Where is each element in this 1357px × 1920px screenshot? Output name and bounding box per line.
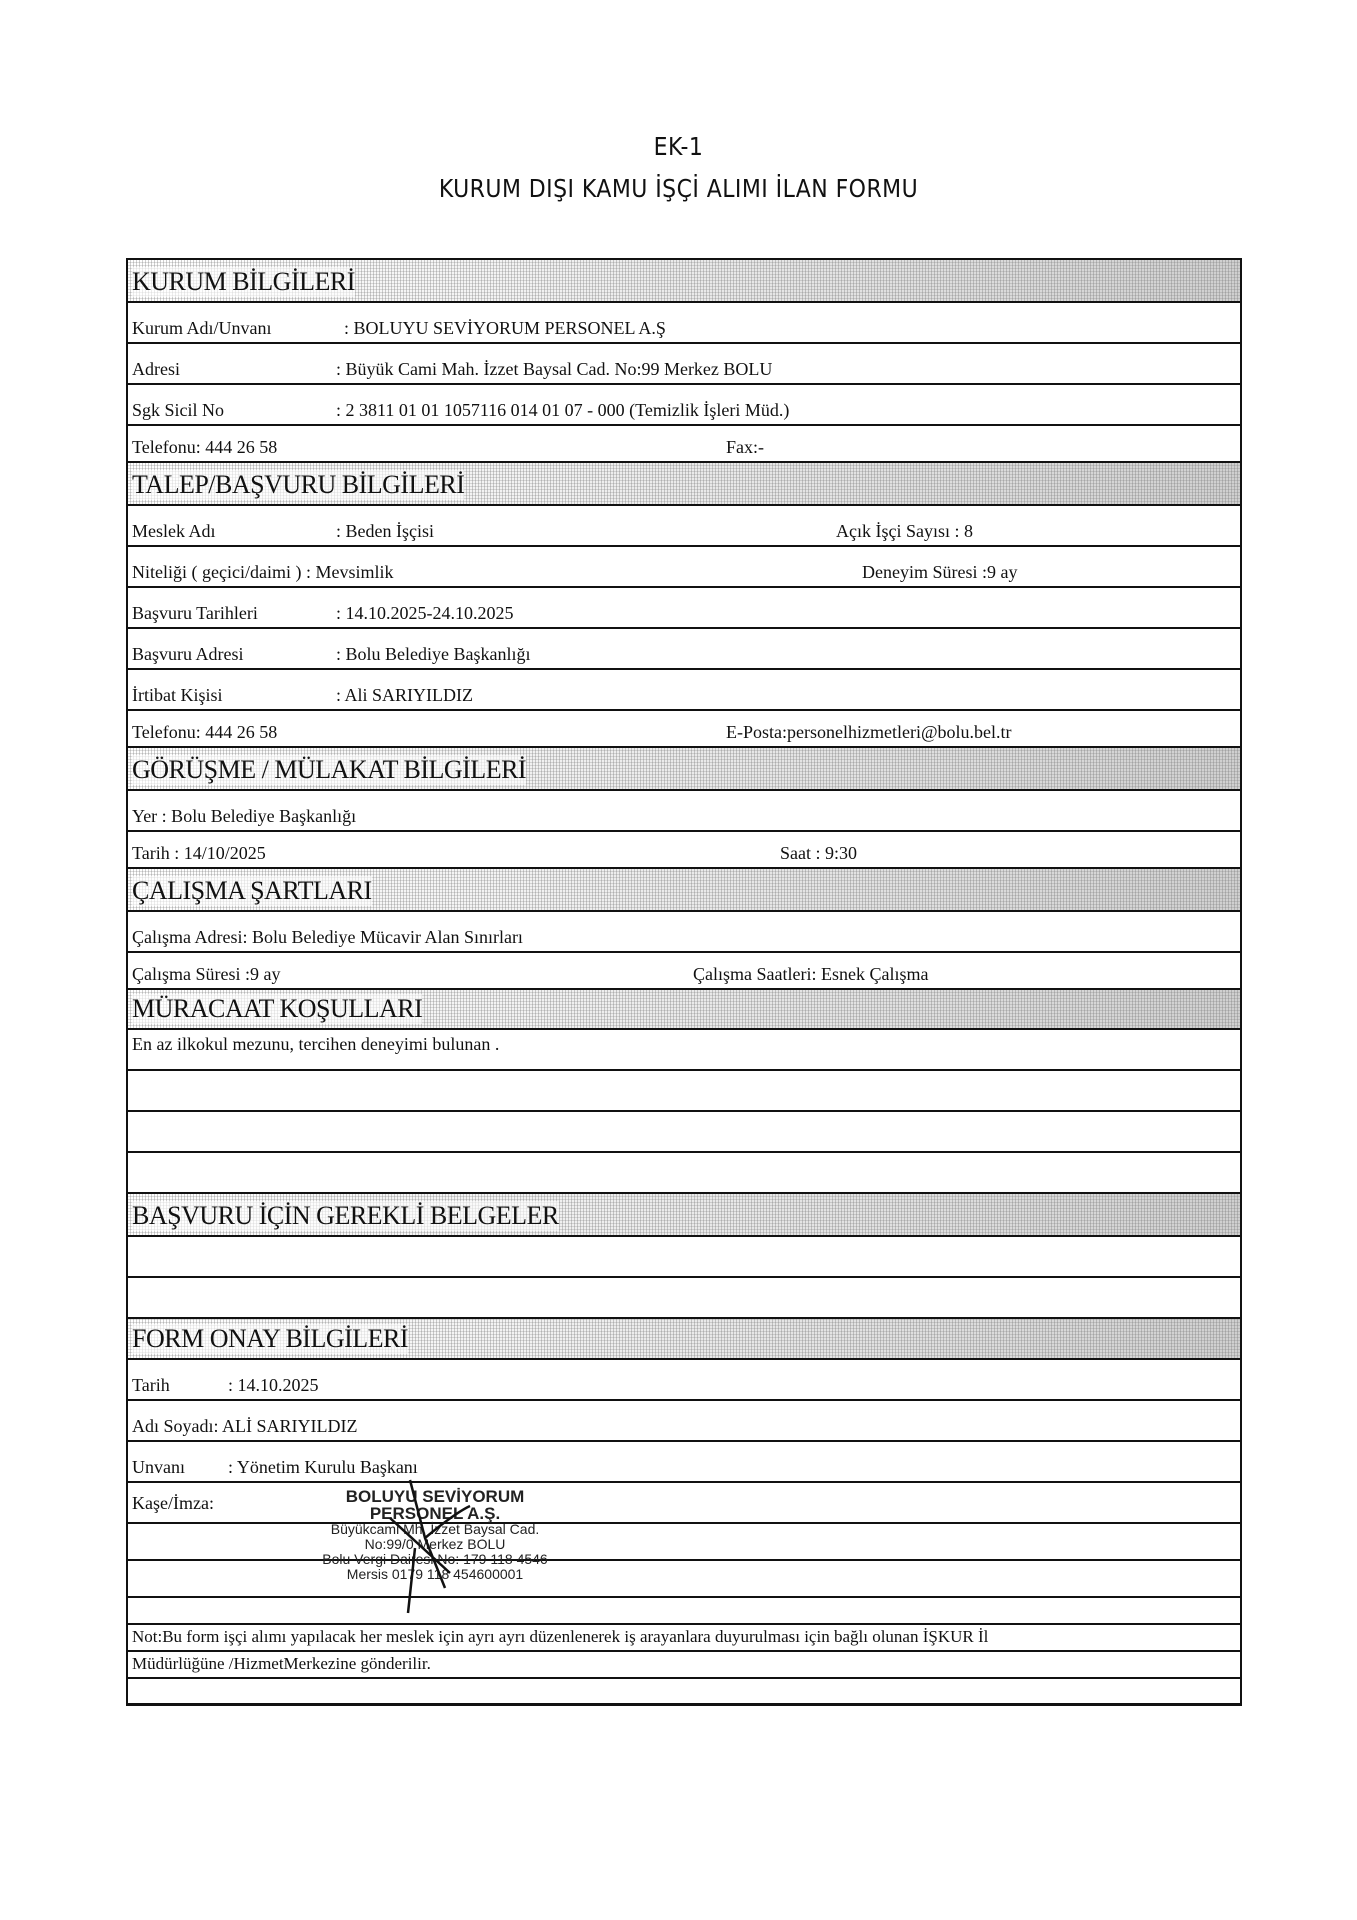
row-telefon-fax: Telefonu: 444 26 58 Fax:- [128, 426, 1240, 463]
row-basvuru-adres: Başvuru Adresi : Bolu Belediye Başkanlığı [128, 629, 1240, 670]
blank-row [128, 1679, 1240, 1703]
blank-row [128, 1237, 1240, 1278]
row-onay-tarih: Tarih : 14.10.2025 [128, 1360, 1240, 1401]
section-header-muracaat: MÜRACAAT KOŞULLARI [128, 990, 1240, 1030]
section-header-kurum: KURUM BİLGİLERİ [128, 260, 1240, 303]
section-header-belgeler: BAŞVURU İÇİN GEREKLİ BELGELER [128, 1194, 1240, 1237]
row-irtibat: İrtibat Kişisi : Ali SARIYILDIZ [128, 670, 1240, 711]
row-note-1: Not:Bu form işçi alımı yapılacak her meslek için ayrı ayrı düzenlenerek iş arayanlara duyurulması için bağlı olunan İŞKUR İl [128, 1625, 1240, 1652]
row-sgk: Sgk Sicil No : 2 3811 01 01 1057116 014 01 07 - 000 (Temizlik İşleri Müd.) [128, 385, 1240, 426]
row-calisma-sure: Çalışma Süresi :9 ay Çalışma Saatleri: Esnek Çalışma [128, 953, 1240, 990]
row-adsoyad: Adı Soyadı: ALİ SARIYILDIZ [128, 1401, 1240, 1442]
signature [370, 1478, 510, 1618]
blank-row [128, 1278, 1240, 1319]
section-header-gorusme: GÖRÜŞME / MÜLAKAT BİLGİLERİ [128, 748, 1240, 791]
row-calisma-adres: Çalışma Adresi: Bolu Belediye Mücavir Alan Sınırları [128, 912, 1240, 953]
annex-label: EK-1 [653, 132, 704, 161]
row-telefon-eposta: Telefonu: 444 26 58 E-Posta:personelhizmetleri@bolu.bel.tr [128, 711, 1240, 748]
row-note-2: Müdürlüğüne /HizmetMerkezine gönderilir. [128, 1652, 1240, 1679]
row-basvuru-tarih: Başvuru Tarihleri : 14.10.2025-24.10.2025 [128, 588, 1240, 629]
section-header-talep: TALEP/BAŞVURU BİLGİLERİ [128, 463, 1240, 506]
row-yer: Yer : Bolu Belediye Başkanlığı [128, 791, 1240, 832]
row-tarih-saat: Tarih : 14/10/2025 Saat : 9:30 [128, 832, 1240, 869]
form-title: KURUM DIŞI KAMU İŞÇİ ALIMI İLAN FORMU [438, 174, 919, 203]
blank-row [128, 1153, 1240, 1194]
blank-row [128, 1071, 1240, 1112]
row-unvan: Unvanı : Yönetim Kurulu Başkanı [128, 1442, 1240, 1483]
row-kurum-adi: Kurum Adı/Unvanı : BOLUYU SEVİYORUM PERSONEL A.Ş [128, 303, 1240, 344]
row-kase: Kaşe/İmza: [128, 1483, 1240, 1524]
company-stamp: BOLUYU SEVİYORUM PERSONEL A.Ş. Büyükcami Mh. İzzet Baysal Cad. No:99/0 Merkez BOLU Bolu Vergi Dairesi No: 179 118 4546 Mersis 0179 118 454600001 [322, 1487, 548, 1582]
row-muracaat-text: En az ilkokul mezunu, tercihen deneyimi bulunan . [128, 1030, 1240, 1071]
blank-row [128, 1112, 1240, 1153]
row-nitelik: Niteliği ( geçici/daimi ) : Mevsimlik Deneyim Süresi :9 ay [128, 547, 1240, 588]
row-adres: Adresi : Büyük Cami Mah. İzzet Baysal Cad. No:99 Merkez BOLU [128, 344, 1240, 385]
section-header-onay: FORM ONAY BİLGİLERİ [128, 1319, 1240, 1360]
row-meslek: Meslek Adı : Beden İşçisi Açık İşçi Sayısı : 8 [128, 506, 1240, 547]
section-header-calisma: ÇALIŞMA ŞARTLARI [128, 869, 1240, 912]
blank-row [128, 1598, 1240, 1625]
